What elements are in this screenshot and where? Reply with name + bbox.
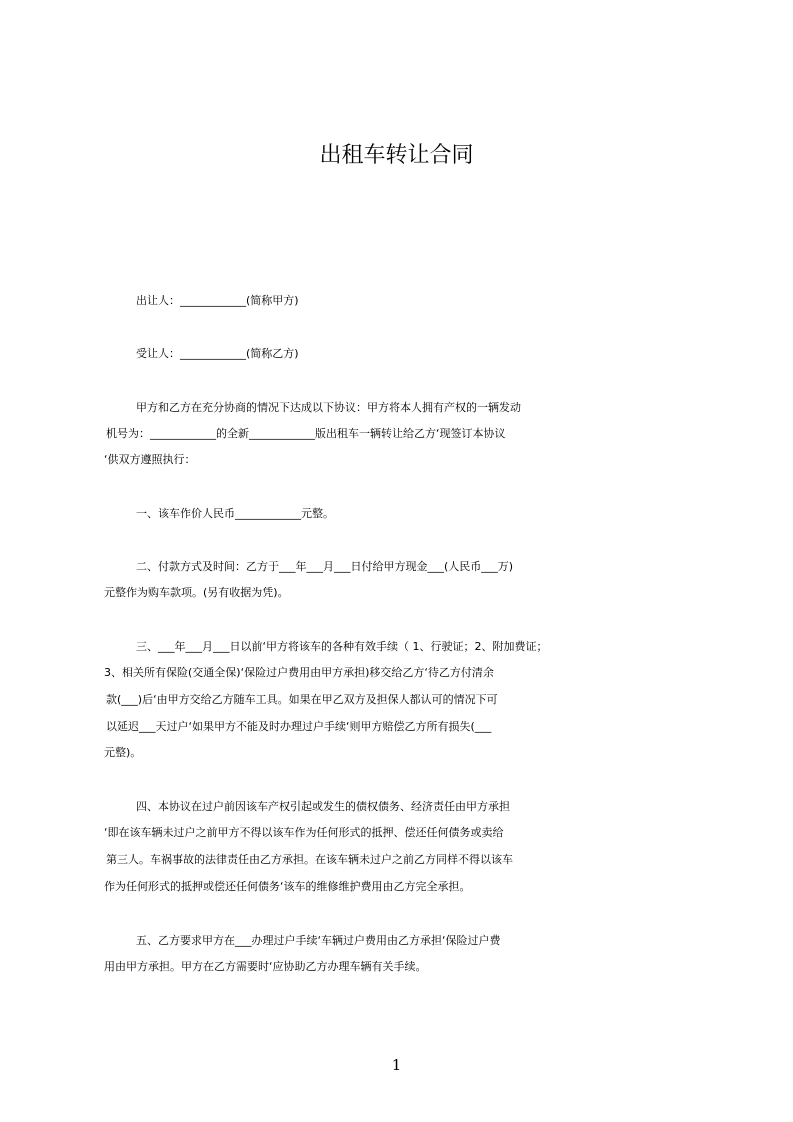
- clause-3-line-5: 元整)。: [104, 746, 142, 759]
- document-title: 出租车转让合同: [319, 143, 474, 168]
- preamble-line-3: ‘供双方遵照执行：: [104, 453, 196, 466]
- clause-3-line-2: 3、相关所有保险(交通全保)‘保险过户费用由甲方承担)移交给乙方‘待乙方付清余: [104, 666, 494, 679]
- clause-4-line-1: 四、本协议在过户前因该车产权引起或发生的债权债务、经济责任由甲方承担: [136, 800, 510, 813]
- clause-3-line-3: 款(___)后‘由甲方交给乙方随车工具。如果在甲乙双方及担保人都认可的情况下可: [106, 693, 498, 706]
- page-number: 1: [391, 1056, 402, 1074]
- assignee-line: 受让人：____________(简称乙方): [136, 347, 299, 360]
- clause-4-line-2: ‘即在该车辆未过户之前甲方不得以该车作为任何形式的抵押、偿还任何债务或卖给: [104, 826, 504, 839]
- clause-4-line-3: 第三人。车祸事故的法律责任由乙方承担。在该车辆未过户之前乙方同样不得以该车: [106, 853, 513, 866]
- clause-4-line-4: 作为任何形式的抵押或偿还任何债务‘该车的维修维护费用由乙方完全承担。: [104, 880, 471, 893]
- clause-5-line-1: 五、乙方要求甲方在___办理过户手续‘车辆过户费用由乙方承担‘保险过户费: [136, 934, 501, 947]
- assignor-line: 出让人：____________(简称甲方): [136, 294, 299, 307]
- clause-2-line-1: 二、付款方式及时间：乙方于___年___月___日付给甲方现金___(人民币___万): [136, 560, 514, 573]
- preamble-line-1: 甲方和乙方在充分协商的情况下达成以下协议：甲方将本人拥有产权的一辆发动: [136, 401, 521, 414]
- clause-2-line-2: 元整作为购车款项。(另有收据为凭)。: [104, 586, 289, 599]
- preamble-line-2: 机号为：____________的全新____________版出租车一辆转让给乙方‘现签订本协议: [106, 427, 506, 440]
- clause-5-line-2: 用由甲方承担。甲方在乙方需要时‘应协助乙方办理车辆有关手续。: [104, 960, 427, 973]
- clause-1-line: 一、该车作价人民币____________元整。: [136, 507, 334, 520]
- clause-3-line-4: 以延迟___天过户‘如果甲方不能及时办理过户手续‘则甲方赔偿乙方所有损失(___: [106, 720, 492, 733]
- clause-3-line-1: 三、___年___月___日以前‘甲方将该车的各种有效手续（ 1、行驶证；2、附加费证；: [136, 640, 548, 653]
